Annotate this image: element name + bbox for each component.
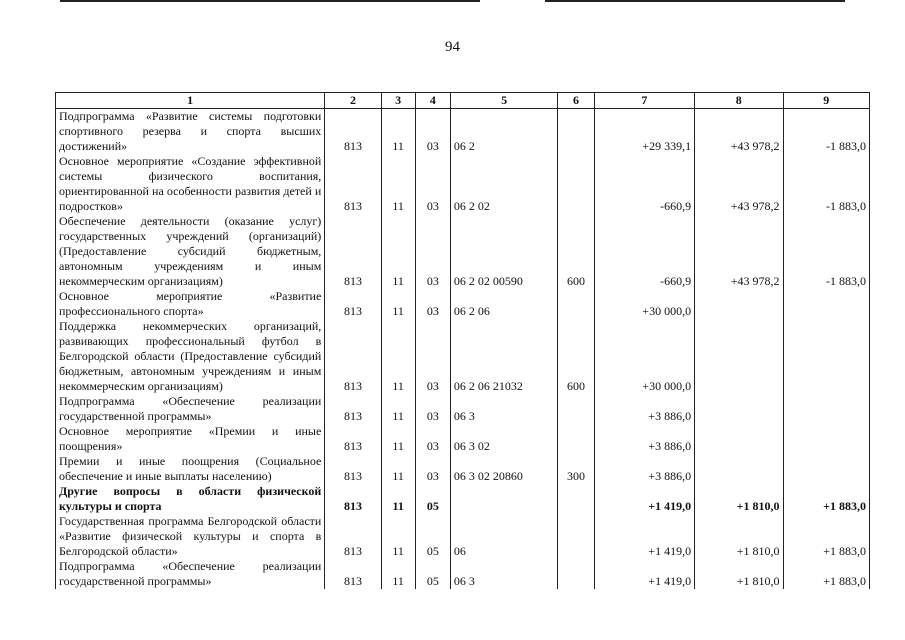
amount-cell: +1 419,0 [594, 484, 694, 514]
amount-cell [695, 424, 783, 454]
target-article-cell: 06 2 02 [450, 154, 558, 214]
expense-type-cell [558, 154, 594, 214]
target-article-cell: 06 2 [450, 109, 558, 155]
table-row [56, 214, 870, 289]
admin-code-cell: 813 [325, 424, 381, 454]
admin-code-cell: 813 [325, 454, 381, 484]
column-header: 9 [783, 93, 870, 109]
subsection-cell: 03 [415, 319, 450, 394]
column-header: 4 [415, 93, 450, 109]
amount-cell: +1 883,0 [783, 484, 870, 514]
row-name-cell: Подпрограмма «Обеспечение реализации государственной программы» [56, 394, 325, 424]
amount-cell [695, 454, 783, 484]
expense-type-cell: 600 [558, 214, 594, 289]
amount-cell: -660,9 [594, 154, 694, 214]
column-header: 7 [594, 93, 694, 109]
subsection-cell: 03 [415, 394, 450, 424]
subsection-cell: 03 [415, 289, 450, 319]
admin-code-cell: 813 [325, 214, 381, 289]
section-cell: 11 [381, 484, 415, 514]
row-name-cell: Подпрограмма «Обеспечение реализации государственной программы» [56, 559, 325, 589]
table-body [56, 109, 870, 590]
expense-type-cell [558, 394, 594, 424]
section-cell: 11 [381, 109, 415, 155]
target-article-cell: 06 3 [450, 559, 558, 589]
amount-cell: +1 810,0 [695, 484, 783, 514]
section-cell: 11 [381, 559, 415, 589]
column-header: 3 [381, 93, 415, 109]
amount-cell [783, 319, 870, 394]
column-header: 2 [325, 93, 381, 109]
table-row [56, 394, 870, 424]
amount-cell: -1 883,0 [783, 214, 870, 289]
amount-cell: -660,9 [594, 214, 694, 289]
admin-code-cell: 813 [325, 154, 381, 214]
admin-code-cell: 813 [325, 319, 381, 394]
amount-cell: +1 419,0 [594, 514, 694, 559]
admin-code-cell: 813 [325, 394, 381, 424]
section-cell: 11 [381, 424, 415, 454]
amount-cell: -1 883,0 [783, 109, 870, 155]
row-name-cell: Поддержка некоммерческих организаций, развивающих профессиональный футбол в Белгородской области (Предоставление субсидий бюджетным, автономным учреждениям и иным некоммерческим организациям) [56, 319, 325, 394]
page-number: 94 [445, 39, 460, 55]
column-header: 8 [695, 93, 783, 109]
subsection-cell: 03 [415, 454, 450, 484]
target-article-cell: 06 3 [450, 394, 558, 424]
amount-cell [783, 454, 870, 484]
target-article-cell: 06 2 02 00590 [450, 214, 558, 289]
table-row [56, 424, 870, 454]
target-article-cell [450, 484, 558, 514]
table-row [56, 154, 870, 214]
amount-cell [783, 424, 870, 454]
expense-type-cell: 600 [558, 319, 594, 394]
table-row [56, 454, 870, 484]
expense-type-cell [558, 514, 594, 559]
target-article-cell: 06 [450, 514, 558, 559]
admin-code-cell: 813 [325, 484, 381, 514]
amount-cell: +1 883,0 [783, 559, 870, 589]
amount-cell: +30 000,0 [594, 319, 694, 394]
scan-edge-line [545, 0, 845, 2]
table-row [56, 559, 870, 589]
table-row [56, 514, 870, 559]
budget-table [55, 92, 870, 589]
scan-edge-line [60, 0, 480, 2]
subsection-cell: 03 [415, 424, 450, 454]
amount-cell: +43 978,2 [695, 154, 783, 214]
subsection-cell: 03 [415, 154, 450, 214]
expense-type-cell: 300 [558, 454, 594, 484]
row-name-cell: Основное мероприятие «Развитие профессионального спорта» [56, 289, 325, 319]
amount-cell: +43 978,2 [695, 109, 783, 155]
amount-cell: +3 886,0 [594, 424, 694, 454]
amount-cell [695, 319, 783, 394]
amount-cell: +1 883,0 [783, 514, 870, 559]
amount-cell: -1 883,0 [783, 154, 870, 214]
subsection-cell: 05 [415, 559, 450, 589]
row-name-cell: Государственная программа Белгородской области «Развитие физической культуры и спорта в Белгородской области» [56, 514, 325, 559]
expense-type-cell [558, 424, 594, 454]
target-article-cell: 06 3 02 [450, 424, 558, 454]
expense-type-cell [558, 559, 594, 589]
row-name-cell: Обеспечение деятельности (оказание услуг) государственных учреждений (организаций) (Предоставление субсидий бюджетным, автономным учреждениям и иным некоммерческим организациям) [56, 214, 325, 289]
section-cell: 11 [381, 514, 415, 559]
admin-code-cell: 813 [325, 109, 381, 155]
amount-cell: +1 810,0 [695, 559, 783, 589]
amount-cell: +3 886,0 [594, 394, 694, 424]
column-header: 6 [558, 93, 594, 109]
table-row [56, 109, 870, 155]
subsection-cell: 03 [415, 109, 450, 155]
table-row [56, 319, 870, 394]
table-row [56, 289, 870, 319]
amount-cell: +29 339,1 [594, 109, 694, 155]
section-cell: 11 [381, 289, 415, 319]
amount-cell: +43 978,2 [695, 214, 783, 289]
subsection-cell: 05 [415, 514, 450, 559]
column-header: 5 [450, 93, 558, 109]
subsection-cell: 05 [415, 484, 450, 514]
section-cell: 11 [381, 454, 415, 484]
section-cell: 11 [381, 394, 415, 424]
amount-cell [783, 394, 870, 424]
row-name-cell: Премии и иные поощрения (Социальное обеспечение и иные выплаты населению) [56, 454, 325, 484]
subsection-cell: 03 [415, 214, 450, 289]
amount-cell [695, 289, 783, 319]
row-name-cell: Другие вопросы в области физической культуры и спорта [56, 484, 325, 514]
table-row [56, 484, 870, 514]
target-article-cell: 06 3 02 20860 [450, 454, 558, 484]
row-name-cell: Основное мероприятие «Премии и иные поощрения» [56, 424, 325, 454]
column-header: 1 [56, 93, 325, 109]
section-cell: 11 [381, 214, 415, 289]
amount-cell [783, 289, 870, 319]
admin-code-cell: 813 [325, 559, 381, 589]
expense-type-cell [558, 289, 594, 319]
section-cell: 11 [381, 319, 415, 394]
target-article-cell: 06 2 06 21032 [450, 319, 558, 394]
amount-cell: +3 886,0 [594, 454, 694, 484]
section-cell: 11 [381, 154, 415, 214]
amount-cell: +1 419,0 [594, 559, 694, 589]
row-name-cell: Подпрограмма «Развитие системы подготовки спортивного резерва и спорта высших достижений» [56, 109, 325, 155]
amount-cell: +1 810,0 [695, 514, 783, 559]
row-name-cell: Основное мероприятие «Создание эффективной системы физического воспитания, ориентированной на особенности развития детей и подростков» [56, 154, 325, 214]
admin-code-cell: 813 [325, 289, 381, 319]
expense-type-cell [558, 484, 594, 514]
table-header-row [56, 93, 870, 109]
amount-cell [695, 394, 783, 424]
amount-cell: +30 000,0 [594, 289, 694, 319]
target-article-cell: 06 2 06 [450, 289, 558, 319]
expense-type-cell [558, 109, 594, 155]
admin-code-cell: 813 [325, 514, 381, 559]
